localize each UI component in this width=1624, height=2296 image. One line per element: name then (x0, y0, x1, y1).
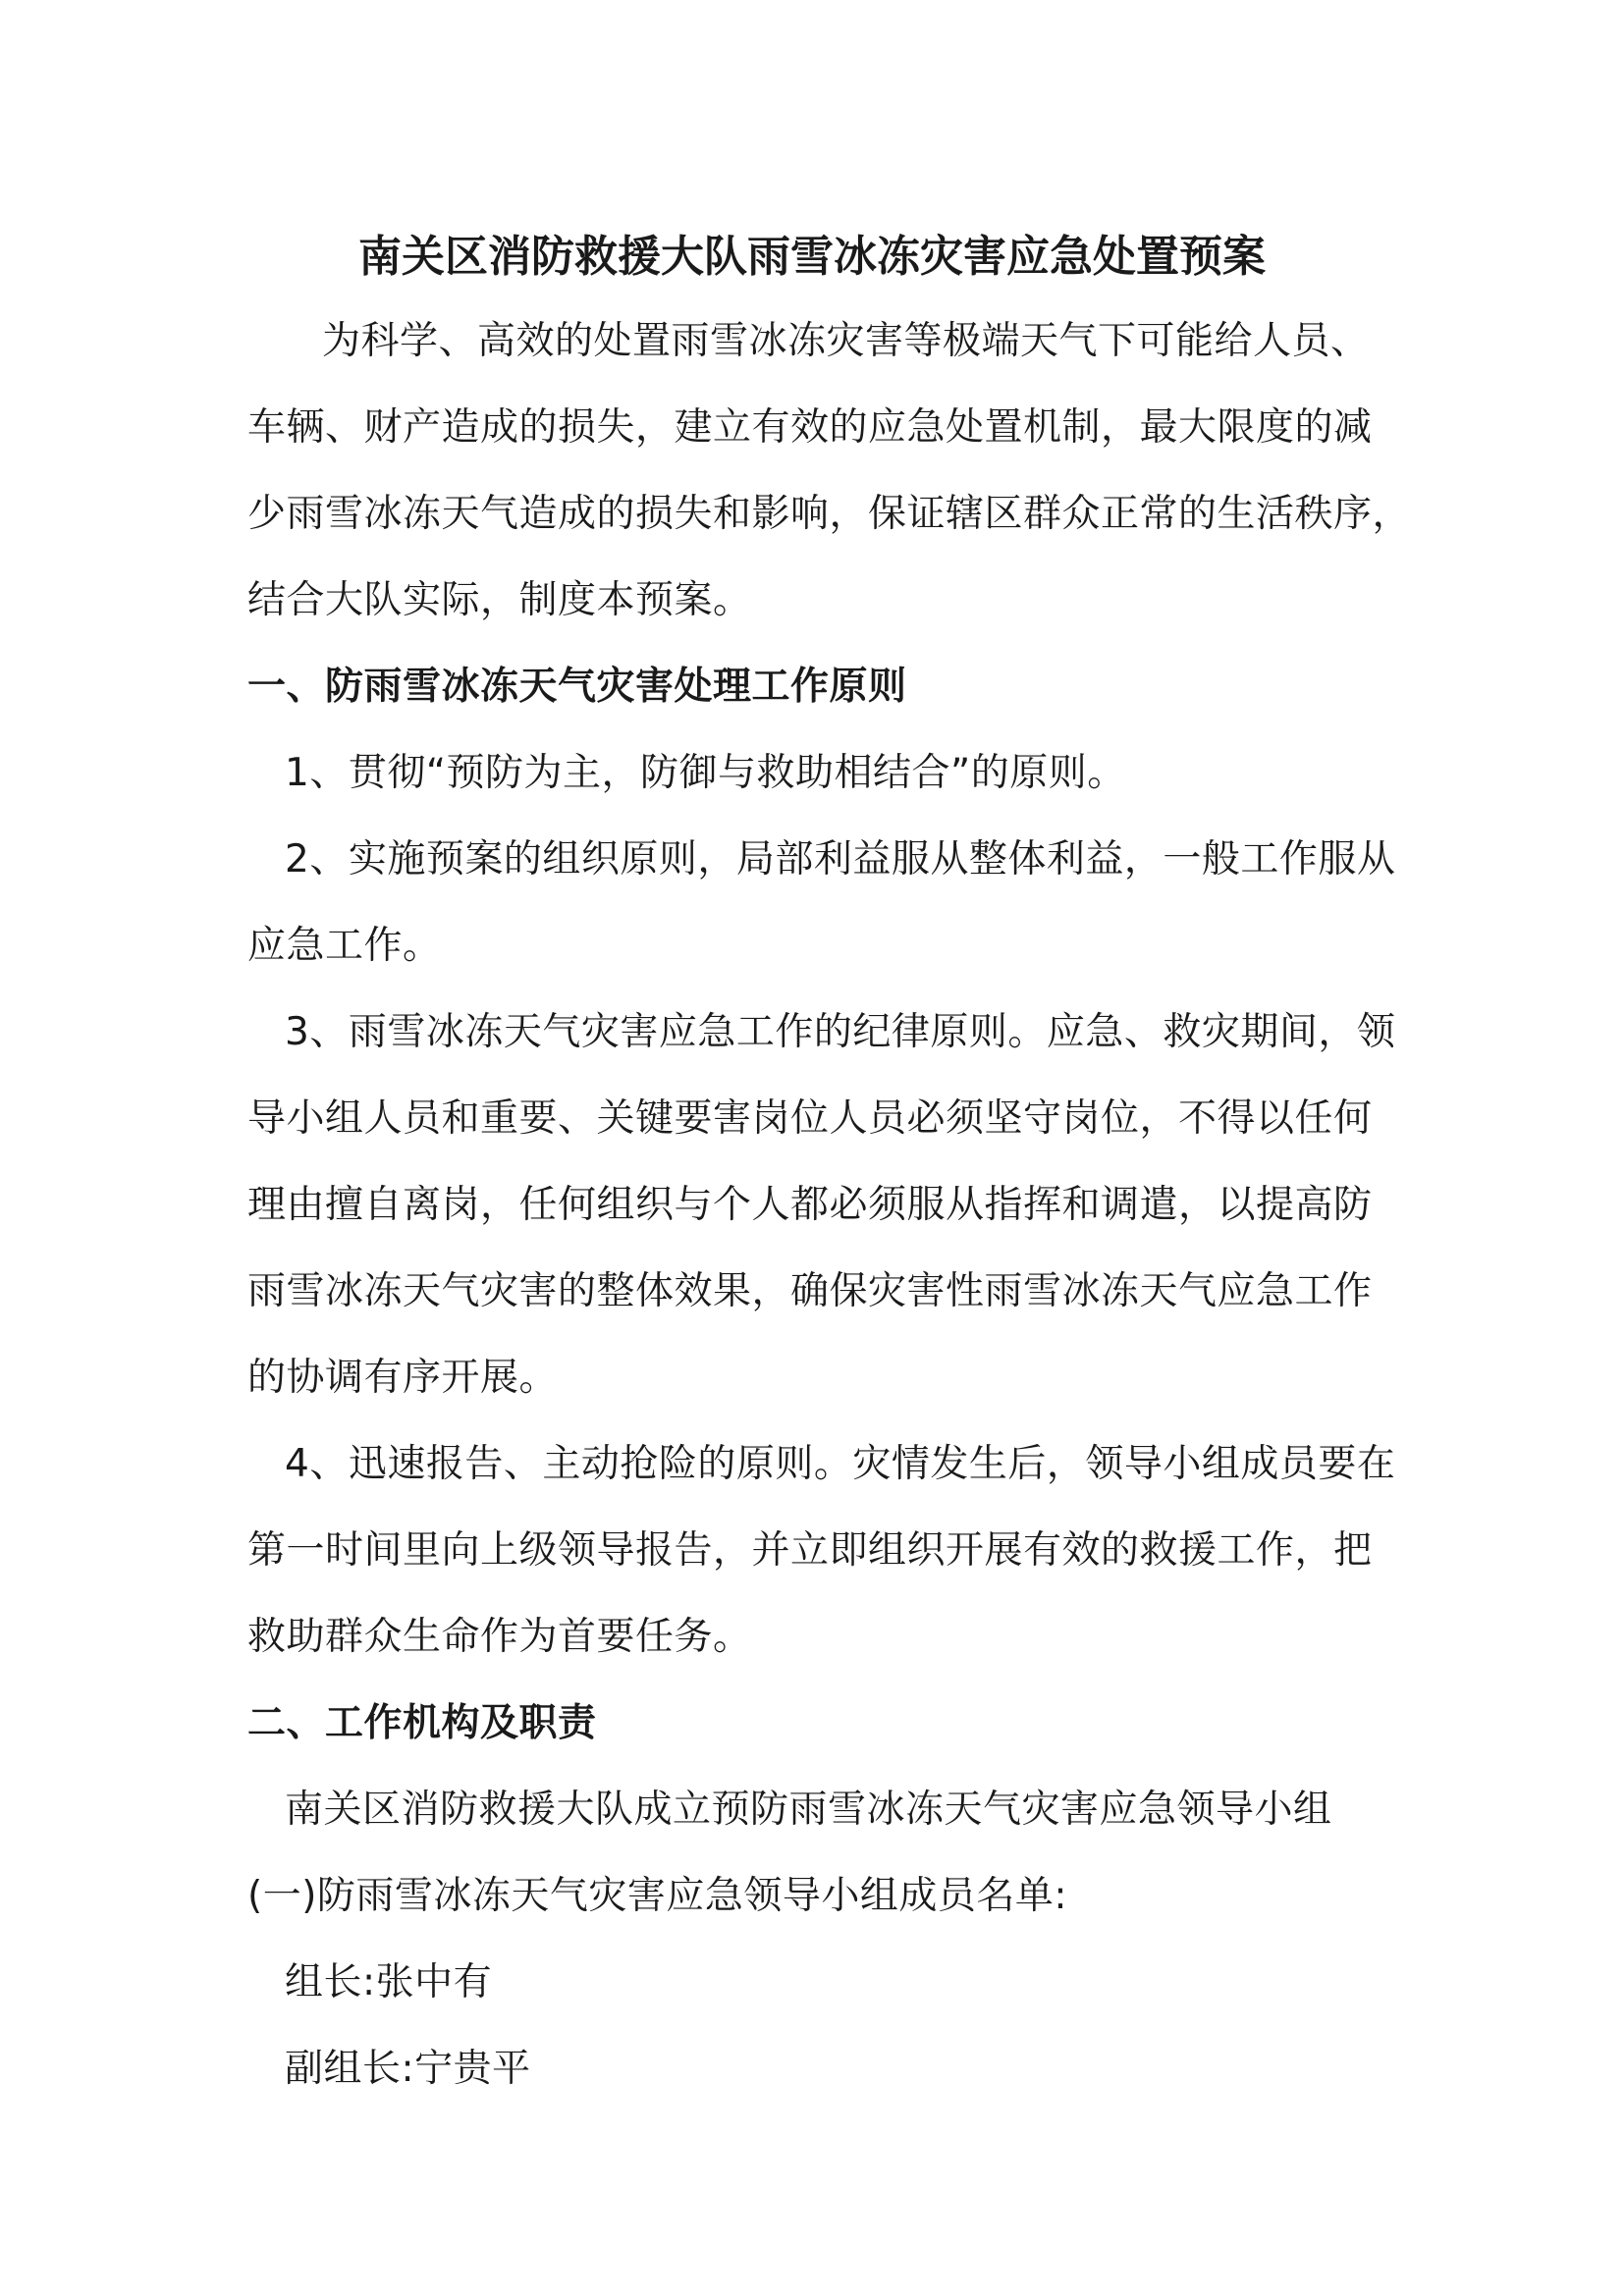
paragraph-line: 救助群众生命作为首要任务。 (247, 1615, 752, 1659)
paragraph-line: 应急工作。 (247, 924, 442, 968)
member-line: 副组长:宁贵平 (285, 2047, 531, 2091)
paragraph-line: 导小组人员和重要、关键要害岗位人员必须坚守岗位，不得以任何 (247, 1096, 1373, 1141)
document-title: 南关区消防救援大队雨雪冰冻灾害应急处置预案 (358, 232, 1266, 282)
section-heading: 一、防雨雪冰冻天气灾害处理工作原则 (247, 665, 907, 709)
paragraph-line: 理由擅自离岗，任何组织与个人都必须服从指挥和调遣，以提高防 (247, 1183, 1373, 1227)
paragraph-line: 车辆、财产造成的损失，建立有效的应急处置机制，最大限度的减 (247, 405, 1373, 450)
section-heading: 二、工作机构及职责 (247, 1701, 597, 1745)
list-item: 1、贯彻“预防为主，防御与救助相结合”的原则。 (285, 751, 1126, 795)
paragraph-line: 结合大队实际，制度本预案。 (247, 578, 752, 622)
paragraph-line: 第一时间里向上级领导报告，并立即组织开展有效的救援工作，把 (247, 1528, 1373, 1573)
paragraph-line: 的协调有序开展。 (247, 1356, 559, 1400)
list-item: 2、实施预案的组织原则，局部利益服从整体利益，一般工作服从 (285, 837, 1396, 881)
paragraph-line: 为科学、高效的处置雨雪冰冻灾害等极端天气下可能给人员、 (322, 319, 1370, 363)
list-item: 3、雨雪冰冻天气灾害应急工作的纪律原则。应急、救灾期间，领 (285, 1010, 1396, 1054)
paragraph-line: 少雨雪冰冻天气造成的损失和影响，保证辖区群众正常的生活秩序， (247, 492, 1412, 536)
subsection-heading: (一)防雨雪冰冻天气灾害应急领导小组成员名单: (247, 1874, 1068, 1918)
paragraph-line: 雨雪冰冻天气灾害的整体效果，确保灾害性雨雪冰冻天气应急工作 (247, 1269, 1373, 1313)
paragraph-line: 南关区消防救援大队成立预防雨雪冰冻天气灾害应急领导小组 (285, 1788, 1332, 1832)
member-line: 组长:张中有 (285, 1960, 493, 2004)
list-item: 4、迅速报告、主动抢险的原则。灾情发生后，领导小组成员要在 (285, 1442, 1396, 1486)
